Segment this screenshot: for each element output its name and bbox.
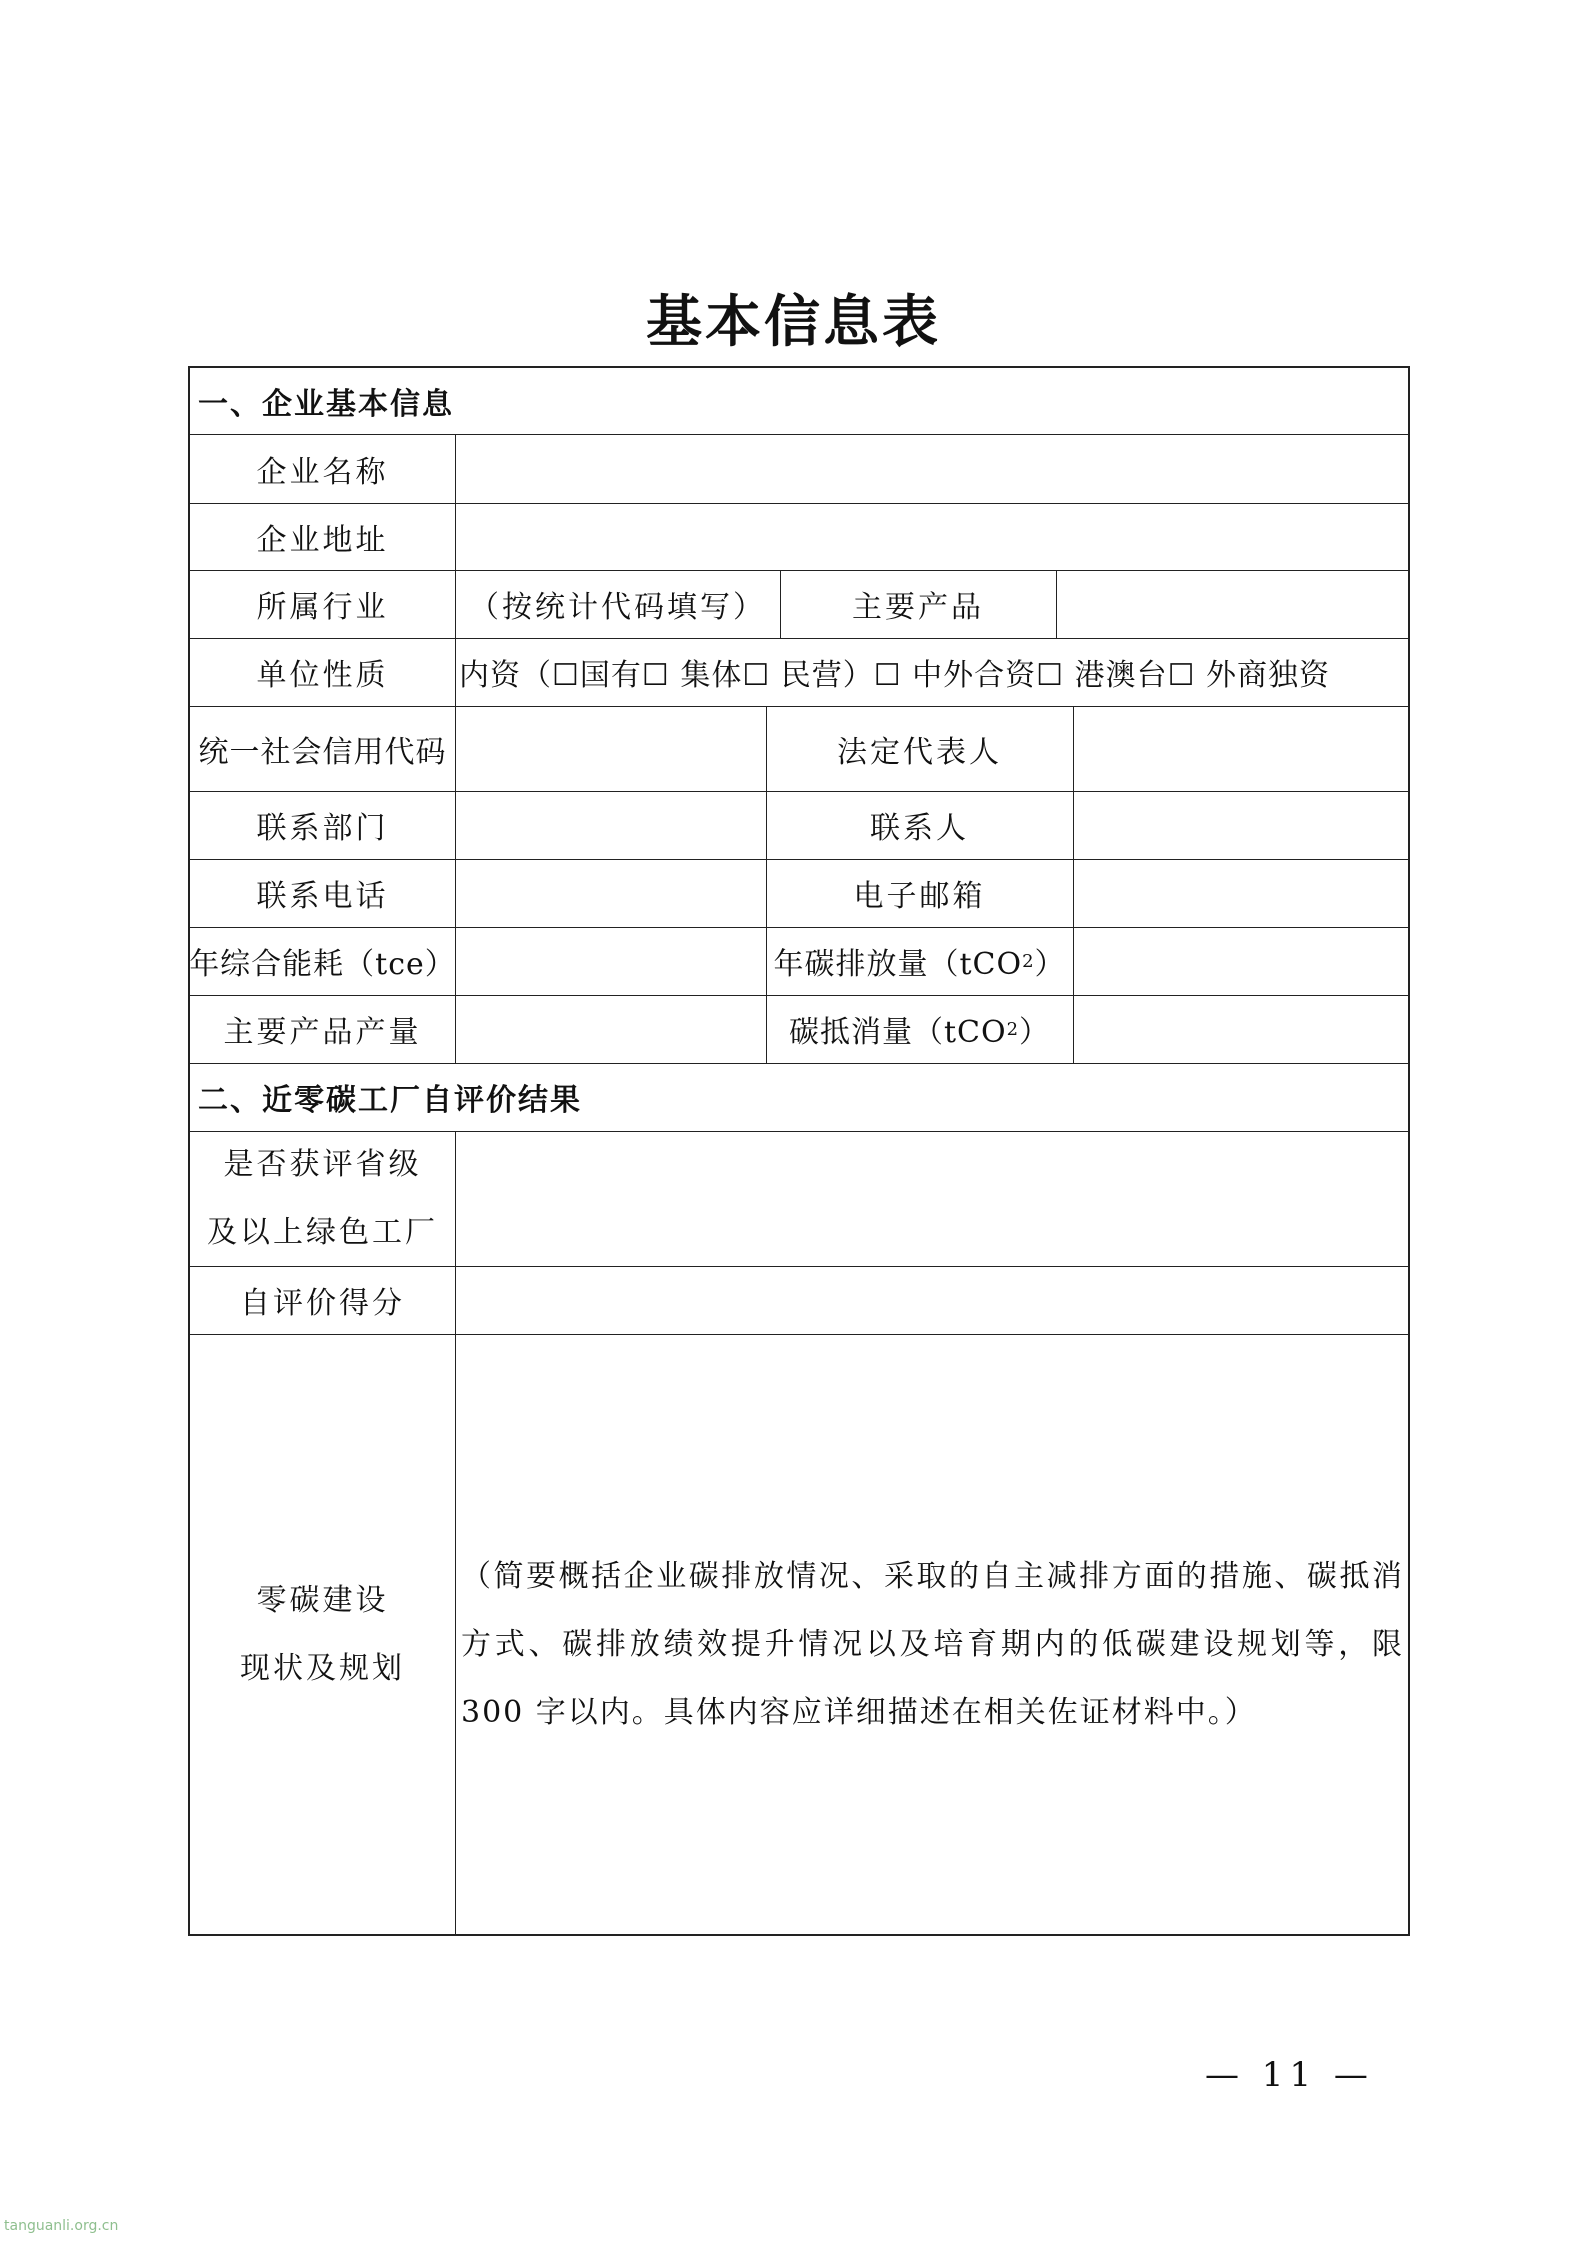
green-factory-label	[190, 1131, 455, 1266]
legal-rep-label: 法定代表人	[837, 734, 1002, 770]
company-name-field[interactable]	[455, 434, 1410, 503]
section2-heading: 二、近零碳工厂自评价结果	[198, 1083, 582, 1118]
carbon-emission-field[interactable]	[1073, 927, 1410, 995]
credit-code-label: 统一社会信用代码	[198, 734, 447, 770]
contact-dept-field[interactable]	[455, 791, 766, 859]
co2-subscript: 2	[1022, 950, 1035, 972]
green-factory-field[interactable]	[455, 1131, 1410, 1266]
output-label: 主要产品产量	[223, 1015, 422, 1050]
company-name-label: 企业名称	[256, 454, 389, 490]
green-factory-line1: 是否获评省级	[223, 1146, 422, 1182]
section1-heading: 一、企业基本信息	[198, 387, 454, 422]
self-score-label: 自评价得分	[240, 1286, 405, 1321]
self-score-field[interactable]	[455, 1266, 1410, 1334]
phone-field[interactable]	[455, 859, 766, 927]
main-products-label: 主要产品	[852, 590, 984, 625]
green-factory-line2: 及以上绿色工厂	[207, 1214, 438, 1250]
contact-dept-label: 联系部门	[256, 811, 389, 846]
unit-nature-options[interactable]: 内资（☐国有☐ 集体☐ 民营）☐ 中外合资☐ 港澳台☐ 外商独资	[459, 658, 1331, 693]
industry-label: 所属行业	[256, 590, 389, 625]
carbon-emission-suffix: ）	[1034, 947, 1066, 982]
company-address-label: 企业地址	[256, 522, 389, 558]
unit-nature-label: 单位性质	[256, 658, 389, 693]
main-products-field[interactable]	[1056, 570, 1410, 638]
offset-field[interactable]	[1073, 995, 1410, 1063]
carbon-emission-prefix: 年碳排放量（tCO	[773, 947, 1023, 982]
zero-carbon-line1: 零碳建设	[256, 1583, 389, 1618]
output-field[interactable]	[455, 995, 766, 1063]
page-title: 基本信息表	[646, 290, 941, 355]
energy-field[interactable]	[455, 927, 766, 995]
watermark: tanguanli.org.cn	[4, 2218, 119, 2234]
offset-label	[766, 995, 1073, 1063]
zero-carbon-description[interactable]: （简要概括企业碳排放情况、采取的自主减排方面的措施、碳抵消方式、碳排放绩效提升情况以及培育期内的低碳建设规划等，限 300 字以内。具体内容应详细描述在相关佐证材料中。）	[461, 1559, 1404, 1730]
email-field[interactable]	[1073, 859, 1410, 927]
contact-person-label: 联系人	[870, 811, 969, 846]
co2-subscript: 2	[1006, 1018, 1020, 1040]
offset-prefix: 碳抵消量（tCO	[788, 1015, 1007, 1050]
industry-hint: （按统计代码填写）	[469, 590, 766, 625]
zero-carbon-label	[190, 1334, 455, 1936]
contact-person-field[interactable]	[1073, 791, 1410, 859]
phone-label: 联系电话	[256, 879, 389, 914]
carbon-emission-label	[766, 927, 1073, 995]
basic-info-table	[188, 366, 1410, 1936]
legal-rep-field[interactable]	[1073, 706, 1410, 791]
company-address-field[interactable]	[455, 503, 1410, 570]
offset-suffix: ）	[1019, 1015, 1051, 1050]
page-number: — 11 —	[1205, 2055, 1374, 2095]
zero-carbon-line2: 现状及规划	[240, 1651, 405, 1686]
energy-label: 年综合能耗（tce）	[189, 947, 456, 982]
credit-code-field[interactable]	[455, 706, 766, 791]
email-label: 电子邮箱	[853, 879, 986, 914]
